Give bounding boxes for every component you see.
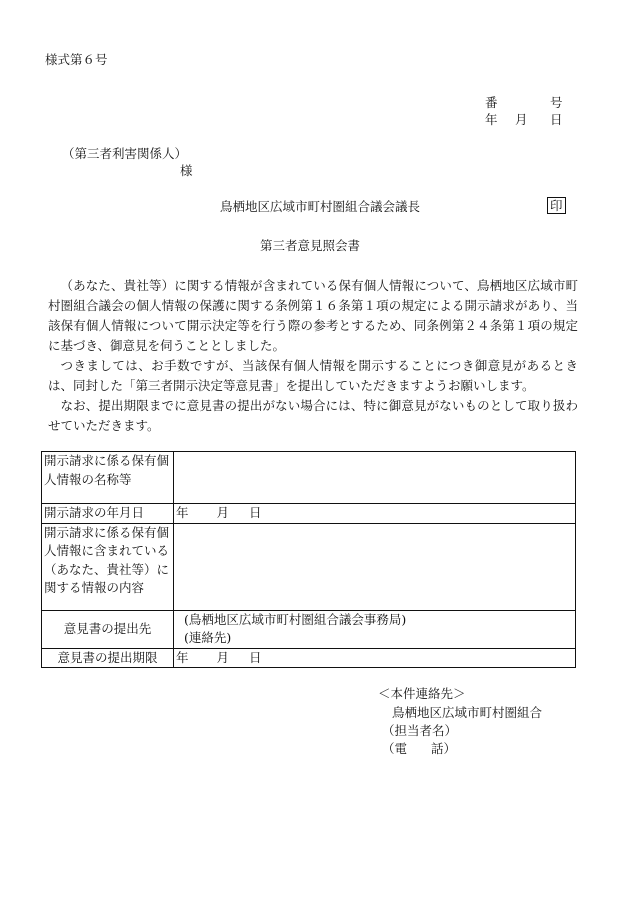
row-label-request-date: 開示請求の年月日 xyxy=(42,504,174,524)
seal-stamp xyxy=(547,198,566,214)
body-paragraph-1: （あなた、貴社等）に関する情報が含まれている保有個人情報について、鳥栖地区広域市町村圏組合議会の個人情報の保護に関する条例第１６条第１項の規定による開示請求があり、当該保有個人情報について開示決定等を行う際の参考とするため、同条例第２４条第１項の規定に基づき、御意見を伺うこととしました。 xyxy=(48,278,578,353)
contact-phone-b: 話） xyxy=(431,741,457,756)
row-value-submit-to xyxy=(174,610,576,648)
table-row xyxy=(42,452,576,504)
addressee-honorific: 様 xyxy=(180,163,193,178)
table-row xyxy=(42,523,576,610)
sender-name: 鳥栖地区広域市町村圏組合議会議長 xyxy=(220,199,421,214)
table-row xyxy=(42,610,576,648)
body-text xyxy=(48,276,578,436)
row-value-name xyxy=(174,452,576,504)
date-day-label: 日 xyxy=(550,112,563,127)
ref-number-suffix: 号 xyxy=(550,95,563,110)
body-paragraph-2: つきましては、お手数ですが、当該保有個人情報を開示することにつき御意見があるときは、同封した「第三者開示決定等意見書」を提出していただきますようお願いします。 xyxy=(48,358,578,393)
contact-phone xyxy=(382,741,456,757)
deadline-day: 日 xyxy=(249,649,262,665)
row-label-name: 開示請求に係る保有個人情報の名称等 xyxy=(42,452,174,504)
deadline-year: 年 xyxy=(176,649,189,665)
date-year-label: 年 xyxy=(485,112,498,127)
request-day: 日 xyxy=(249,505,262,520)
contact-org: 鳥栖地区広域市町村圏組合 xyxy=(392,705,543,720)
row-value-content xyxy=(174,523,576,610)
contact-heading: ＜本件連絡先＞ xyxy=(378,686,466,701)
date-month-label: 月 xyxy=(515,112,528,127)
request-month: 月 xyxy=(216,505,230,520)
ref-number-label: 番 xyxy=(485,95,498,110)
submit-to-contact: (連絡先) xyxy=(184,630,232,645)
request-year: 年 xyxy=(176,505,189,520)
contact-person: （担当者名） xyxy=(382,723,458,738)
row-label-deadline: 意見書の提出期限 xyxy=(42,648,174,668)
row-label-content: 開示請求に係る保有個人情報に含まれている（あなた、貴社等）に関する情報の内容 xyxy=(42,523,174,610)
body-paragraph-3: なお、提出期限までに意見書の提出がない場合には、特に御意見がないものとして取り扱わせていただきます。 xyxy=(48,398,578,433)
addressee-name: （第三者利害関係人） xyxy=(62,146,188,161)
table-row xyxy=(42,648,576,668)
form-number: 様式第６号 xyxy=(45,52,108,67)
deadline-month: 月 xyxy=(216,649,230,665)
info-table xyxy=(41,451,576,668)
row-value-deadline xyxy=(174,648,576,668)
seal-text: 印 xyxy=(547,197,566,214)
contact-phone-a: （電 xyxy=(382,741,408,756)
submit-to-office: (鳥栖地区広域市町村圏組合議会事務局) xyxy=(184,611,407,627)
row-value-request-date xyxy=(174,504,576,524)
table-row xyxy=(42,504,576,524)
document-title: 第三者意見照会書 xyxy=(260,238,361,253)
row-label-submit-to: 意見書の提出先 xyxy=(42,610,174,648)
